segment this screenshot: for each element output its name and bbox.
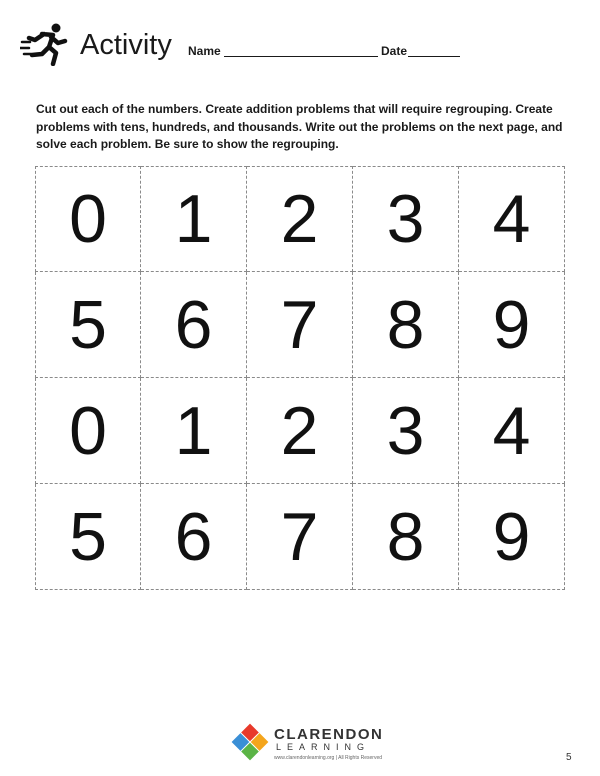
number-card: 6 — [141, 484, 247, 590]
number-card: 1 — [141, 378, 247, 484]
number-card: 1 — [141, 166, 247, 272]
number-card: 9 — [459, 484, 565, 590]
number-card: 7 — [247, 272, 353, 378]
number-card: 2 — [247, 378, 353, 484]
clarendon-logo — [230, 718, 390, 768]
brand-name: CLARENDON — [274, 726, 384, 743]
number-card: 3 — [353, 378, 459, 484]
worksheet-header — [20, 20, 580, 70]
page-title: Activity — [80, 29, 172, 61]
date-label: Date — [381, 44, 408, 58]
number-card: 0 — [35, 378, 141, 484]
number-card: 8 — [353, 484, 459, 590]
instructions-text: Cut out each of the numbers. Create addition problems that will require regrouping. Create problems with tens, hundreds, and thousands. Write out the problems on the next page, and solve each problem. Be sure to show the regrouping. — [36, 102, 563, 151]
number-card: 4 — [459, 166, 565, 272]
number-card: 7 — [247, 484, 353, 590]
brand-website-text: www.clarendonlearning.org | All Rights Reserved — [274, 755, 383, 761]
number-card: 2 — [247, 166, 353, 272]
runner-icon — [20, 22, 68, 66]
date-field-line[interactable] — [408, 56, 460, 57]
brand-subtitle: LEARNING — [276, 742, 371, 752]
number-card: 6 — [141, 272, 247, 378]
number-card: 8 — [353, 272, 459, 378]
number-card: 0 — [35, 166, 141, 272]
page-number: 5 — [566, 752, 572, 763]
name-field-line[interactable] — [224, 56, 378, 57]
number-card: 4 — [459, 378, 565, 484]
name-label: Name — [188, 44, 221, 58]
number-card-grid — [35, 166, 565, 590]
number-card: 5 — [35, 484, 141, 590]
number-card: 5 — [35, 272, 141, 378]
puzzle-logo-icon — [230, 722, 270, 762]
number-card: 3 — [353, 166, 459, 272]
number-card: 9 — [459, 272, 565, 378]
